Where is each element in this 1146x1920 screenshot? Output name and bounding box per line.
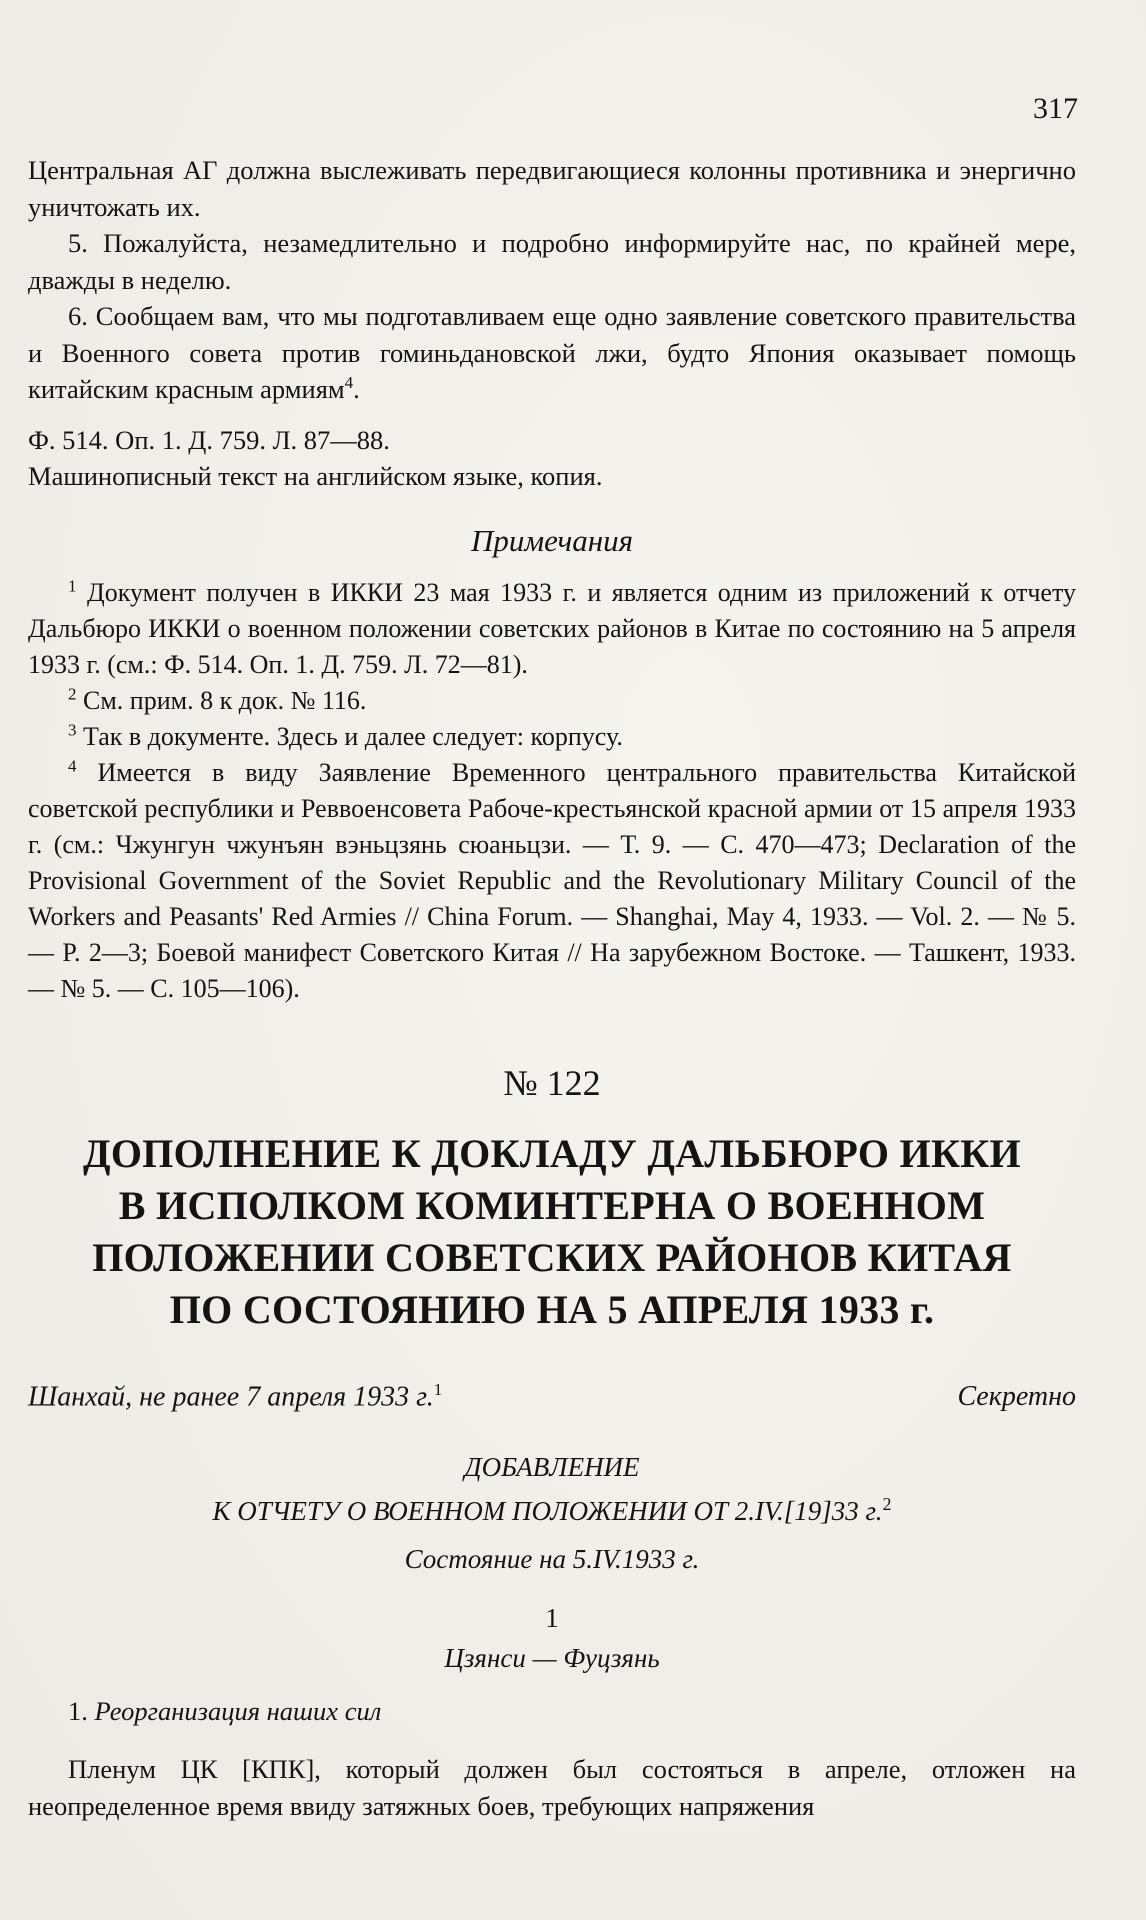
footnote-2 <box>28 683 1076 719</box>
addition-subheading <box>28 1486 1076 1530</box>
subsection-heading <box>28 1693 1076 1730</box>
footnote-marker: 4 <box>68 756 77 776</box>
paragraph-item-6-text: 6. Сообщаем вам, что мы подготавливаем еще одно заявление советского правительства и Военного совета против гоминьдановской лжи, будто Япония оказывает помощь китайским красным армиям <box>28 301 1076 404</box>
text-column <box>28 152 1076 1824</box>
footnote-marker: 3 <box>68 720 77 740</box>
section-number: 1 <box>545 1602 559 1633</box>
footnote-text: Так в документе. Здесь и далее следует: корпусу. <box>83 722 623 751</box>
paragraph-item-5: 5. Пожалуйста, незамедлительно и подробно информируйте нас, по крайней мере, дважды в неделю. <box>28 228 1076 295</box>
classification: Секретно <box>957 1380 1076 1412</box>
subsection-title: Реорганизация наших сил <box>94 1695 382 1726</box>
footnote-text: Документ получен в ИККИ 23 мая 1933 г. и является одним из приложений к отчету Дальбюро ИККИ о военном положении советских районов в Китае по состоянию на 5 апреля 1933 г. (см.: Ф. 514. Оп. 1. Д. 759. Л. 72—81). <box>28 578 1076 679</box>
sentence-end: . <box>353 374 360 404</box>
title-line: ПО СОСТОЯНИЮ НА 5 АПРЕЛЯ 1933 г. <box>169 1286 935 1332</box>
final-paragraph: Пленум ЦК [КПК], который должен был состояться в апреле, отложен на неопределенное время ввиду затяжных боев, требующих напряжения <box>28 1754 1076 1821</box>
place-date-line <box>28 1372 1076 1416</box>
footnote-4 <box>28 755 1076 1007</box>
footnote-1 <box>28 575 1076 683</box>
footnote-text: См. прим. 8 к док. № 116. <box>83 686 367 715</box>
archive-reference: Ф. 514. Оп. 1. Д. 759. Л. 87—88. <box>28 424 390 455</box>
source-description: Машинописный текст на английском языке, копия. <box>28 461 603 491</box>
region-heading: Цзянси — Фуцзянь <box>444 1643 660 1674</box>
footnote-ref-4: 4 <box>344 373 354 393</box>
footnote-ref-1: 1 <box>433 1379 443 1399</box>
addition-subheading-text: К ОТЧЕТУ О ВОЕННОМ ПОЛОЖЕНИИ ОТ 2.IV.[19]33 г. <box>212 1495 883 1526</box>
place-date <box>28 1372 442 1416</box>
title-line: ПОЛОЖЕНИИ СОВЕТСКИХ РАЙОНОВ КИТАЯ <box>92 1234 1012 1280</box>
paragraph-item-6 <box>28 298 1076 408</box>
place-date-text: Шанхай, не ранее 7 апреля 1933 г. <box>28 1380 434 1412</box>
addition-heading: ДОБАВЛЕНИЕ <box>464 1452 640 1483</box>
notes-heading: Примечания <box>470 522 634 558</box>
state-as-of: Состояние на 5.IV.1933 г. <box>404 1544 700 1575</box>
footnote-marker: 1 <box>68 576 77 596</box>
paragraph-continued: Центральная АГ должна выслеживать передвигающиеся колонны противника и энергично уничтожать их. <box>28 155 1076 222</box>
footnote-marker: 2 <box>68 684 77 704</box>
title-line: В ИСПОЛКОМ КОМИНТЕРНА О ВОЕННОМ <box>118 1182 986 1228</box>
document-title <box>28 1128 1076 1336</box>
footnote-ref-2: 2 <box>882 1493 892 1514</box>
subsection-number: 1. <box>68 1695 88 1726</box>
title-line: ДОПОЛНЕНИЕ К ДОКЛАДУ ДАЛЬБЮРО ИККИ <box>83 1130 1021 1176</box>
document-number: № 122 <box>503 1063 601 1103</box>
footnote-text: Имеется в виду Заявление Временного центрального правительства Китайской советской республики и Реввоенсовета Рабоче-крестьянской красной армии от 15 апреля 1933 г. (см.: Чжунгун чжунъян вэньцзянь сюаньцзи. — Т. 9. — С. 470—473; Declaration of the Provisional Government of the Soviet Republic and the Revolutionary Military Council of the Workers and Peasants' Red Armies // China Forum. — Shanghai, May 4, 1933. — Vol. 2. — № 5. — P. 2—3; Боевой манифест Советского Китая // На зарубежном Востоке. — Ташкент, 1933. — № 5. — С. 105—106). <box>28 758 1077 1003</box>
footnote-3 <box>28 719 1076 755</box>
page-number: 317 <box>1033 92 1078 125</box>
